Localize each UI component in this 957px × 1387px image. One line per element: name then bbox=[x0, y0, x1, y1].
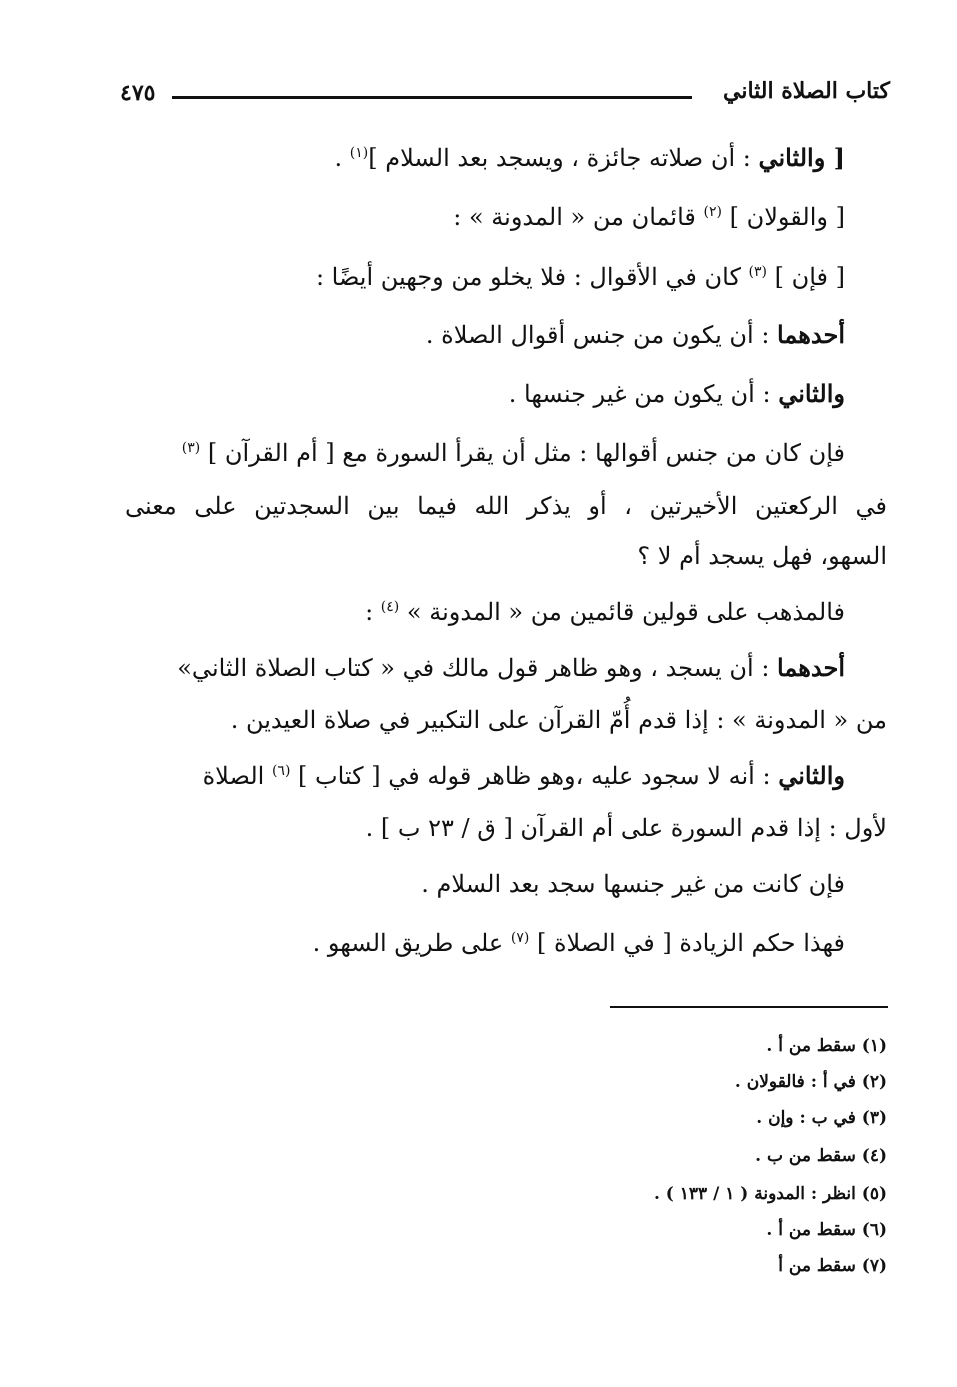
page-number: ٤٧٥ bbox=[120, 80, 156, 106]
text-line-1: [ والثاني : أن صلاته جائزة ، ويسجد بعد السلام ]$^{(١)}$ . bbox=[334, 143, 845, 172]
footnote-ref: (٣) bbox=[748, 264, 767, 280]
text-line-4: أحدهما : أن يكون من جنس أقوال الصلاة . bbox=[425, 320, 845, 349]
footnote-ref: (٤) bbox=[380, 599, 400, 615]
footnote-ref: (١) bbox=[349, 145, 369, 161]
footnote-7: (٧) سقط من أ bbox=[778, 1256, 887, 1276]
text-line-11: من « المدونة » : إذا قدم أُمّ القرآن على التكبير في صلاة العيدين . bbox=[230, 706, 887, 734]
footnote-ref: (٣) bbox=[181, 440, 201, 456]
footnote-4: (٤) سقط من ب . bbox=[755, 1146, 887, 1166]
text-line-2: [ والقولان ] $^{(٢)}$ قائمان من « المدونة » : bbox=[453, 203, 845, 231]
footnote-5: (٥) انظر : المدونة ( ١ / ١٣٣ ) . bbox=[653, 1184, 887, 1204]
footnote-1: (١) سقط من أ . bbox=[766, 1036, 887, 1056]
text-line-13: لأول : إذا قدم السورة على أم القرآن [ ق / ٢٣ ب ] . bbox=[365, 814, 887, 842]
text-line-9: فالمذهب على قولين قائمين من « المدونة » $^{(٤)}$ : bbox=[365, 598, 845, 626]
footnote-6: (٦) سقط من أ . bbox=[766, 1220, 887, 1240]
text-line-6: فإن كان من جنس أقوالها : مثل أن يقرأ السورة مع [ أم القرآن ] $^{(٣)}$ bbox=[181, 439, 845, 467]
footnote-rule bbox=[610, 1006, 888, 1008]
footnote-3: (٣) في ب : وإن . bbox=[756, 1108, 887, 1128]
text-line-10: أحدهما : أن يسجد ، وهو ظاهر قول مالك في « كتاب الصلاة الثاني» bbox=[177, 653, 845, 682]
text-line-5: والثاني : أن يكون من غير جنسها . bbox=[508, 379, 845, 408]
text-line-8: السهو، فهل يسجد أم لا ؟ bbox=[637, 542, 887, 570]
footnote-2: (٢) في أ : فالقولان . bbox=[734, 1072, 887, 1092]
text-line-15: فهذا حكم الزيادة [ في الصلاة ] $^{(٧)}$ على طريق السهو . bbox=[312, 929, 845, 957]
text-line-14: فإن كانت من غير جنسها سجد بعد السلام . bbox=[421, 870, 845, 898]
header-rule bbox=[172, 96, 692, 99]
page-header bbox=[120, 78, 890, 118]
footnote-ref: (٧) bbox=[510, 930, 530, 946]
text-line-3: [ فإن ] $^{(٣)}$ كان في الأقوال : فلا يخلو من وجهين أيضًا : bbox=[315, 263, 845, 291]
text-line-12: والثاني : أنه لا سجود عليه ،وهو ظاهر قوله في [ كتاب ] $^{(٦)}$ الصلاة bbox=[202, 761, 845, 790]
text-line-7: في الركعتين الأخيرتين ، أو يذكر الله فيما بين السجدتين على معنى bbox=[125, 492, 887, 520]
running-title: كتاب الصلاة الثاني bbox=[722, 78, 890, 104]
footnote-ref: (٢) bbox=[703, 204, 722, 220]
footnote-ref: (٦) bbox=[271, 763, 291, 779]
